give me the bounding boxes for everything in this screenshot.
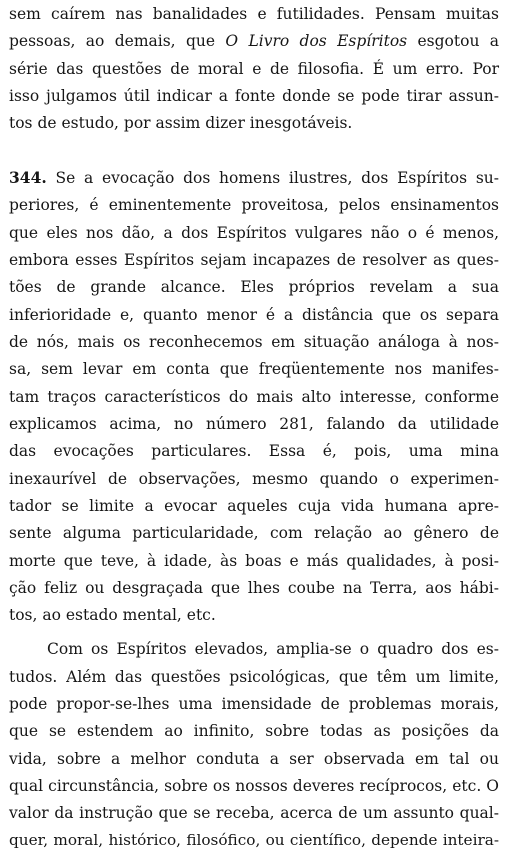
- text-line: morte que teve, à idade, às boas e más qualidades, à posi-: [9, 552, 499, 570]
- text-line: valor da instrução que se receba, acerca de um assunto qual-: [9, 804, 499, 822]
- text-line: ção feliz ou desgraçada que lhes coube na Terra, aos hábi-: [9, 579, 499, 597]
- text-line: sem caírem nas banalidades e futilidades. Pensam muitas: [9, 5, 499, 23]
- text-line: quer, moral, histórico, filosófico, ou científico, depende inteira-: [9, 831, 499, 849]
- text-line: pode propor-se-lhes uma imensidade de problemas morais,: [9, 695, 499, 713]
- text-line: das evocações particulares. Essa é, pois, uma mina: [9, 442, 499, 460]
- text-line: inferioridade e, quanto menor é a distância que os separa: [9, 306, 499, 324]
- text-line: tudos. Além das questões psicológicas, que têm um limite,: [9, 668, 499, 686]
- text-line: sa, sem levar em conta que freqüentemente nos manifes-: [9, 360, 499, 378]
- text-line: tam traços característicos do mais alto interesse, conforme: [9, 388, 499, 406]
- text-line: embora esses Espíritos sejam incapazes de resolver as ques-: [9, 251, 499, 269]
- book-title: O Livro dos Espíritos: [225, 32, 408, 50]
- text-line: inexaurível de observações, mesmo quando o experimen-: [9, 470, 499, 488]
- text-line: tos de estudo, por assim dizer inesgotáveis.: [9, 114, 353, 132]
- text-line: que se estendem ao infinito, sobre todas as posições da: [9, 722, 499, 740]
- text-line: qual circunstância, sobre os nossos deveres recíprocos, etc. O: [9, 777, 499, 795]
- text-line: sente alguma particularidade, com relação ao gênero de: [9, 524, 499, 542]
- section-number: 344.: [9, 168, 47, 187]
- text-line: tos, ao estado mental, etc.: [9, 606, 216, 624]
- text-line: série das questões de moral e de filosofia. É um erro. Por: [9, 60, 499, 78]
- text-line: periores, é eminentemente proveitosa, pelos ensinamentos: [9, 196, 499, 214]
- text-line: isso julgamos útil indicar a fonte donde se pode tirar assun-: [9, 87, 499, 105]
- text-line: Com os Espíritos elevados, amplia-se o quadro dos es-: [47, 640, 499, 658]
- text-line: tador se limite a evocar aqueles cuja vida humana apre-: [9, 497, 499, 515]
- text-line: de nós, mais os reconhecemos em situação análoga à nos-: [9, 333, 499, 351]
- text-line: explicamos acima, no número 281, falando da utilidade: [9, 415, 499, 433]
- text-line: que eles nos dão, a dos Espíritos vulgares não o é menos,: [9, 224, 499, 242]
- text-line: pessoas, ao demais, que O Livro dos Espíritos esgotou a: [9, 32, 500, 50]
- text-line: tões de grande alcance. Eles próprios revelam a sua: [9, 278, 499, 296]
- text-line: vida, sobre a melhor conduta a ser observada em tal ou: [9, 750, 499, 768]
- text-line: 344. Se a evocação dos homens ilustres, dos Espíritos su-: [9, 168, 499, 187]
